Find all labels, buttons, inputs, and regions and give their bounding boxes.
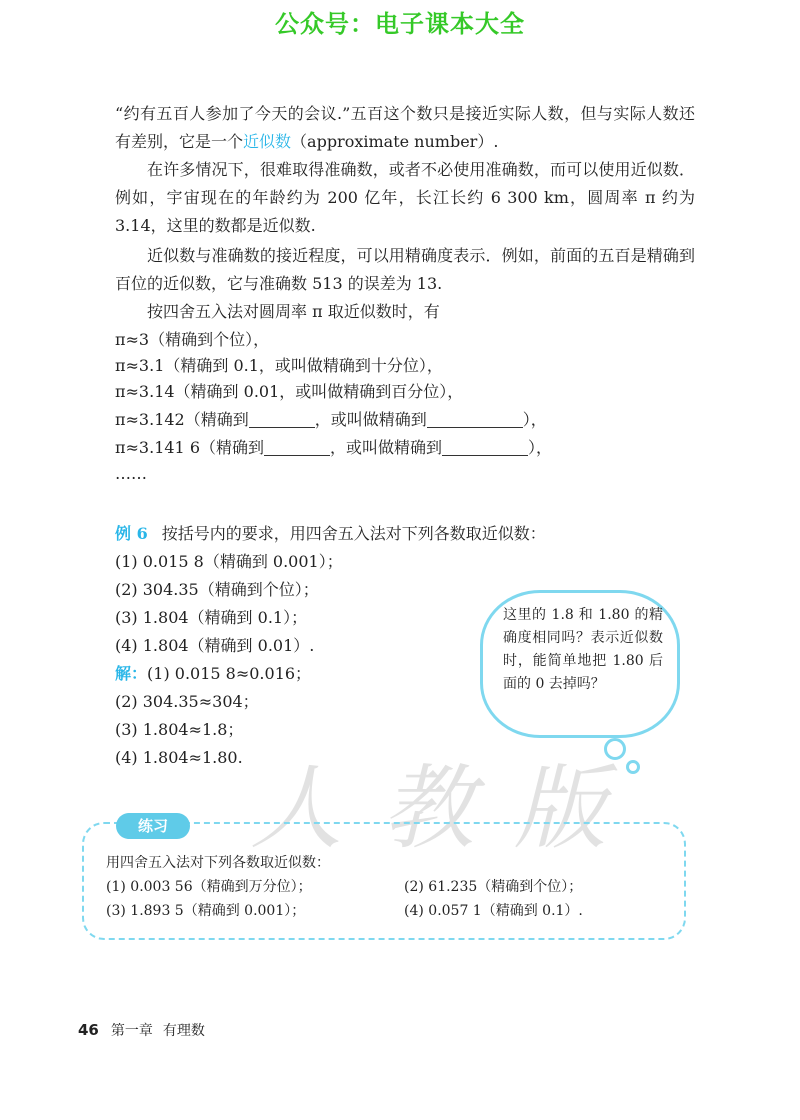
fill-blank-end: ）， — [528, 438, 553, 457]
fill-blank-mid: ，或叫做精确到 — [330, 438, 443, 457]
answer-blank[interactable] — [249, 409, 315, 428]
page-number: 46 — [78, 1021, 99, 1039]
solution-item: (4) 1.804≈1.80. — [115, 748, 243, 767]
solution-line — [115, 660, 311, 688]
solution-label: 解： — [115, 664, 148, 683]
approx-line: π≈3（精确到个位）， — [115, 330, 270, 349]
fill-blank-mid: ，或叫做精确到 — [314, 410, 427, 429]
fill-blank-end: ）， — [522, 410, 547, 429]
practice-item: (2) 61.235（精确到个位）； — [404, 879, 583, 895]
intro-text-1b: （approximate number）. — [291, 132, 499, 151]
example-item: (1) 0.015 8（精确到 0.001）； — [115, 552, 343, 571]
intro-paragraph-1 — [115, 100, 695, 156]
banner-title: 公众号：电子课本大全 — [275, 10, 525, 38]
answer-blank[interactable] — [442, 437, 528, 456]
watermark: 人教版 — [250, 755, 647, 862]
approx-line: π≈3.14（精确到 0.01，或叫做精确到百分位）， — [115, 382, 464, 401]
chapter-title: 有理数 — [162, 1023, 205, 1039]
term-approximate-number: 近似数 — [243, 132, 292, 151]
example-prompt: 按括号内的要求，用四舍五入法对下列各数取近似数： — [161, 524, 546, 543]
fill-blank-line — [115, 406, 547, 434]
practice-tab: 练习 — [116, 813, 190, 839]
example-item: (4) 1.804（精确到 0.01）. — [115, 636, 315, 655]
approx-line: π≈3.1（精确到 0.1，或叫做精确到十分位）， — [115, 356, 443, 375]
chapter-label: 第一章 — [110, 1023, 153, 1039]
solution-item: (2) 304.35≈304； — [115, 692, 259, 711]
practice-prompt: 用四舍五入法对下列各数取近似数： — [106, 855, 330, 871]
solution-item: (3) 1.804≈1.8； — [115, 720, 244, 739]
example-heading — [115, 520, 546, 548]
intro-paragraph-3: 近似数与准确数的接近程度，可以用精确度表示．例如，前面的五百是精确到百位的近似数，它与准确数 513 的误差为 13. — [115, 246, 695, 293]
intro-paragraph-2: 在许多情况下，很难取得准确数，或者不必使用准确数，而可以使用近似数．例如，宇宙现在的年龄约为 200 亿年，长江长约 6 300 km，圆周率 π 约为 3.14，这里的数都是近似数. — [115, 160, 695, 235]
practice-item: (1) 0.003 56（精确到万分位）； — [106, 879, 312, 895]
fill-blank-lead: π≈3.142（精确到 — [115, 410, 249, 429]
example-item: (2) 304.35（精确到个位）； — [115, 580, 319, 599]
example-label: 例 6 — [115, 524, 148, 543]
page-footer — [78, 1020, 215, 1040]
answer-blank[interactable] — [427, 409, 523, 428]
intro-paragraph-4: 按四舍五入法对圆周率 π 取近似数时，有 — [147, 302, 440, 321]
example-item: (3) 1.804（精确到 0.1）； — [115, 608, 308, 627]
answer-blank[interactable] — [264, 437, 330, 456]
solution-item: (1) 0.015 8≈0.016； — [147, 664, 312, 683]
ellipsis: …… — [115, 464, 147, 483]
intro-text-1a: “约有五百人参加了今天的会议.”五百这个数只是接近实际人数，但与实际人数还有差别，它是一个 — [115, 104, 695, 151]
practice-item: (3) 1.893 5（精确到 0.001）； — [106, 903, 306, 919]
practice-item: (4) 0.057 1（精确到 0.1）. — [404, 903, 583, 919]
thought-bubble-text: 这里的 1.8 和 1.80 的精确度相同吗？表示近似数时，能简单地把 1.80 后面的 0 去掉吗？ — [503, 607, 663, 692]
fill-blank-lead: π≈3.141 6（精确到 — [115, 438, 264, 457]
fill-blank-line — [115, 434, 552, 462]
